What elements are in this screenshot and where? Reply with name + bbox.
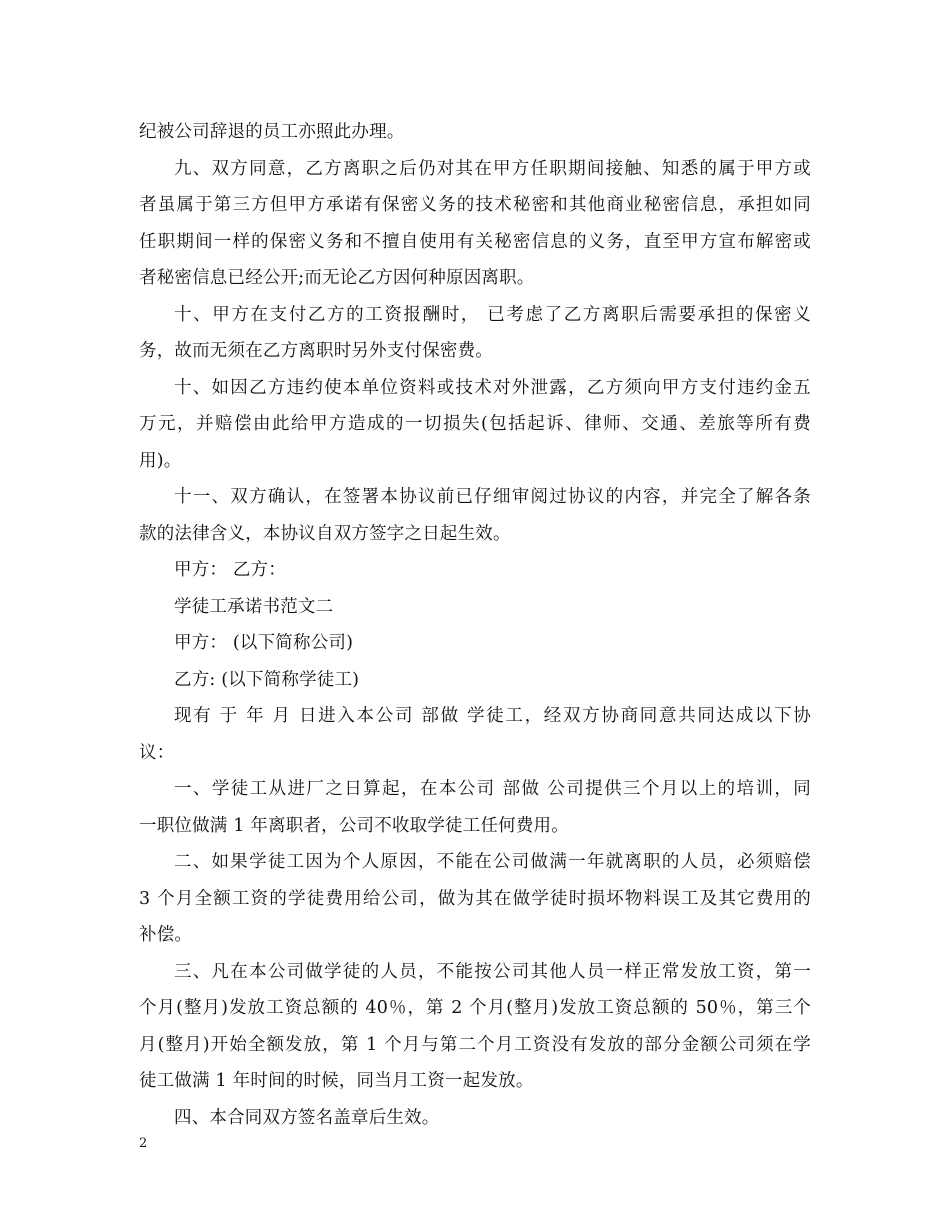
- document-body: [139, 114, 811, 1136]
- text-line: 甲方： (以下简称公司): [174, 633, 354, 653]
- text-line: 十、如因乙方违约使本单位资料或技术对外泄露，乙方须向甲方支付违约金五: [174, 377, 811, 398]
- text-line: 甲方： 乙方：: [174, 560, 286, 580]
- text-line: 十、甲方在支付乙方的工资报酬时， 已考虑了乙方离职后需要承担的保密义: [174, 304, 811, 325]
- text-line: 一职位做满 1 年离职者，公司不收取学徒工任何费用。: [139, 815, 569, 836]
- text-line: 四、本合同双方签名盖章后生效。: [174, 1107, 440, 1128]
- text-line: 议：: [139, 742, 175, 763]
- text-line: 款的法律含义，本协议自双方签字之日起生效。: [139, 523, 511, 544]
- text-line: 3 个月全额工资的学徒费用给公司，做为其在做学徒时损坏物料误工及其它费用的: [139, 888, 811, 909]
- text-line: 二、如果学徒工因为个人原因，不能在公司做满一年就离职的人员，必须赔偿: [174, 852, 811, 872]
- text-line: 万元，并赔偿由此给甲方造成的一切损失(包括起诉、律师、交通、差旅等所有费: [139, 414, 811, 434]
- text-line: 一、学徒工从进厂之日算起，在本公司 部做 公司提供三个月以上的培训，同: [174, 779, 811, 799]
- text-line: 者秘密信息已经公开;而无论乙方因何种原因离职。: [139, 268, 535, 288]
- text-line: 务，故而无须在乙方离职时另外支付保密费。: [139, 341, 493, 361]
- text-line: 乙方: (以下简称学徒工): [174, 669, 360, 690]
- text-line: 月(整月)开始全额发放，第 1 个月与第二个月工资没有发放的部分金额公司须在学: [139, 1034, 811, 1055]
- text-line: 现有 于 年 月 日进入本公司 部做 学徒工，经双方协商同意共同达成以下协: [174, 706, 811, 726]
- section-heading: 学徒工承诺书范文二: [174, 596, 334, 617]
- text-line: 用)。: [139, 450, 182, 471]
- text-line: 九、双方同意，乙方离职之后仍对其在甲方任职期间接触、知悉的属于甲方或: [174, 158, 811, 179]
- text-line: 三、凡在本公司做学徒的人员，不能按公司其他人员一样正常发放工资，第一: [174, 961, 811, 982]
- text-line: 补偿。: [139, 925, 193, 945]
- text-line: 纪被公司辞退的员工亦照此办理。: [139, 122, 405, 142]
- text-line: 个月(整月)发放工资总额的 40％，第 2 个月(整月)发放工资总额的 50％，第三个: [139, 998, 811, 1018]
- text-line: 十一、双方确认，在签署本协议前已仔细审阅过协议的内容，并完全了解各条: [174, 487, 811, 507]
- text-line: 者虽属于第三方但甲方承诺有保密义务的技术秘密和其他商业秘密信息，承担如同: [139, 195, 811, 215]
- page-number: 2: [139, 1136, 148, 1151]
- text-line: 徒工做满 1 年时间的时候，同当月工资一起发放。: [139, 1071, 534, 1091]
- text-line: 任职期间一样的保密义务和不擅自使用有关秘密信息的义务，直至甲方宣布解密或: [139, 231, 811, 252]
